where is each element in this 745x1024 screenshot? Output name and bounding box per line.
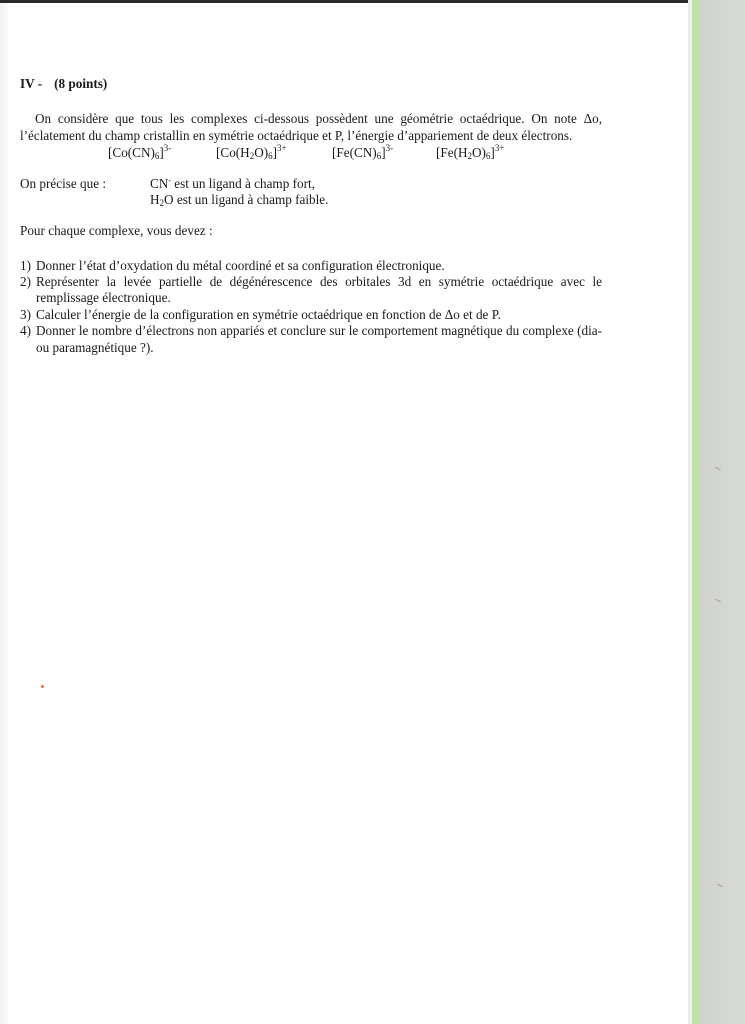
complex-co-cn: $[Co(CN)_6]^{3-}$ [108,143,172,162]
scan-top-edge [0,0,690,3]
exercise-document [20,76,602,356]
complexes-row [20,145,602,167]
list-item: 1) Donner l’état d’oxydation du métal coordiné et sa configuration électronique. [20,257,445,273]
ligand-h2o-line: $H_2O$ est un ligand à champ faible. [150,192,329,209]
intro-paragraph: On considère que tous les complexes ci-dessous possèdent une géométrie octaédrique. On note Δo, l’éclatement du champ cristallin en symétrie octaédrique et P, l’énergie d’appariement de deux électrons. [20,111,602,143]
scan-gray-margin [700,0,745,1024]
ligand-info-lead: On précise que : [20,176,107,192]
heading-number: IV - [20,76,43,91]
complex-fe-cn: $[Fe(CN)_6]^{3-}$ [332,143,394,162]
task-intro: Pour chaque complexe, vous devez : [20,223,213,239]
ligand-info [20,176,602,210]
scan-green-edge [692,0,700,1024]
complex-fe-h2o: $[Fe(H_2O)_6]^{3+}$ [436,143,505,162]
complex-co-h2o: $[Co(H_2O)_6]^{3+}$ [216,143,287,162]
list-item: 4) Donner le nombre d’électrons non appariés et conclure sur le comportement magnétique du complexe (dia- ou paramagnétique ?). [20,323,602,355]
list-item: 2) Représenter la levée partielle de dégénérescence des orbitales 3d en symétrie octaédrique avec le remplissage électronique. [20,274,602,306]
exercise-heading [20,76,602,92]
question-list [20,258,602,356]
heading-points: (8 points) [54,76,108,91]
scan-speck [41,685,44,688]
list-item: 3) Calculer l’énergie de la configuration en symétrie octaédrique en fonction de Δo et de P. [20,306,501,322]
scan-left-shade [0,0,10,1024]
ligand-cn-line: CN- est un ligand à champ fort, [150,176,315,192]
